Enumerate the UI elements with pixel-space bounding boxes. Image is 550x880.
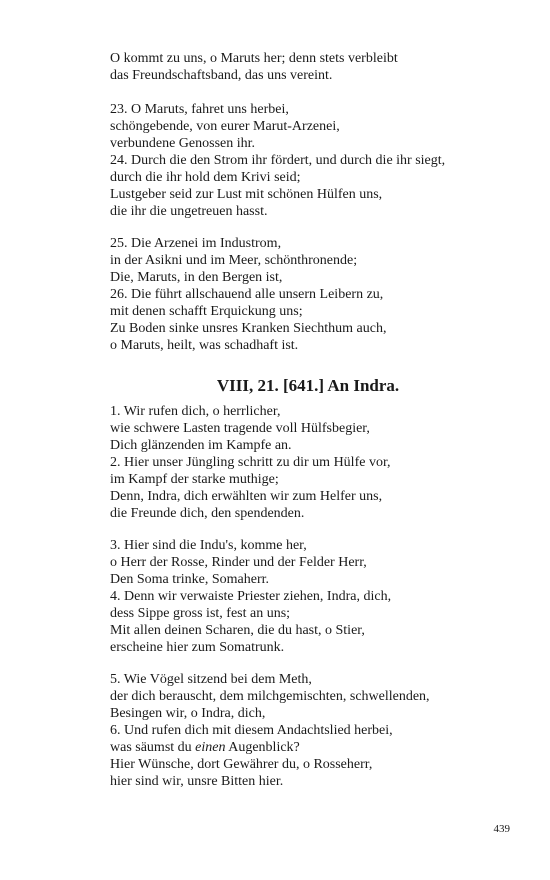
verse-line: Mit allen deinen Scharen, die du hast, o Stier, [110,623,365,638]
verse-line: 24. Durch die den Strom ihr fördert, und durch die ihr siegt, [110,153,446,168]
verse-line: Den Soma trinke, Somaherr. [110,572,270,587]
verse-line: die ihr die ungetreuen hasst. [110,204,268,219]
verse-line: wie schwere Lasten tragende voll Hülfsbegier, [110,421,370,436]
verse-line: o Maruts, heilt, was schadhaft ist. [110,338,299,353]
emphasized-word: einen [195,740,226,755]
verse-line: durch die ihr hold dem Krivi seid; [110,170,301,185]
verse-line: 3. Hier sind die Indu's, komme her, [110,538,307,553]
verse-line: die Freunde dich, den spendenden. [110,506,305,521]
verse-text: was säumst du [110,740,196,755]
verse-line: Zu Boden sinke unsres Kranken Siechthum auch, [110,321,387,336]
verse-line: schöngebende, von eurer Marut-Arzenei, [110,119,340,134]
verse-text: Augenblick? [225,740,300,755]
verse-line: das Freundschaftsband, das uns vereint. [110,68,333,83]
verse-line: 1. Wir rufen dich, o herrlicher, [110,404,281,419]
verse-line: 25. Die Arzenei im Industrom, [110,236,282,251]
verse-line: dess Sippe gross ist, fest an uns; [110,606,291,621]
stanza-3-4 [110,537,530,656]
verse-line: mit denen schafft Erquickung uns; [110,304,303,319]
stanza-23-24 [110,101,530,220]
verse-line: 2. Hier unser Jüngling schritt zu dir um Hülfe vor, [110,455,391,470]
stanza-5-6 [110,671,530,790]
verse-line: in der Asikni und im Meer, schönthronende; [110,253,358,268]
verse-line: 23. O Maruts, fahret uns herbei, [110,102,289,117]
verse-line: Hier Wünsche, dort Gewährer du, o Rosseherr, [110,757,373,772]
verse-line: Die, Maruts, in den Bergen ist, [110,270,283,285]
stanza-continuation [110,50,530,84]
verse-line: verbundene Genossen ihr. [110,136,256,151]
verse-line: o Herr der Rosse, Rinder und der Felder Herr, [110,555,367,570]
verse-line: erscheine hier zum Somatrunk. [110,640,285,655]
verse-line: 26. Die führt allschauend alle unsern Leibern zu, [110,287,384,302]
verse-line-with-emphasis [110,739,530,756]
hymn-heading: VIII, 21. [641.] An Indra. [216,376,400,395]
verse-line: Besingen wir, o Indra, dich, [110,706,266,721]
verse-line: Lustgeber seid zur Lust mit schönen Hülfen uns, [110,187,383,202]
verse-line: 6. Und rufen dich mit diesem Andachtslied herbei, [110,723,393,738]
verse-line: 5. Wie Vögel sitzend bei dem Meth, [110,672,312,687]
verse-line: O kommt zu uns, o Maruts her; denn stets verbleibt [110,51,398,66]
stanza-25-26 [110,235,530,354]
verse-line: im Kampf der starke muthige; [110,472,279,487]
verse-line: Dich glänzenden im Kampfe an. [110,438,292,453]
verse-line: Denn, Indra, dich erwählten wir zum Helfer uns, [110,489,383,504]
verse-line: hier sind wir, unsre Bitten hier. [110,774,284,789]
verse-line: 4. Denn wir verwaiste Priester ziehen, Indra, dich, [110,589,392,604]
verse-line: der dich berauscht, dem milchgemischten, schwellenden, [110,689,430,704]
stanza-1-2 [110,403,530,522]
page-number: 439 [493,823,510,835]
